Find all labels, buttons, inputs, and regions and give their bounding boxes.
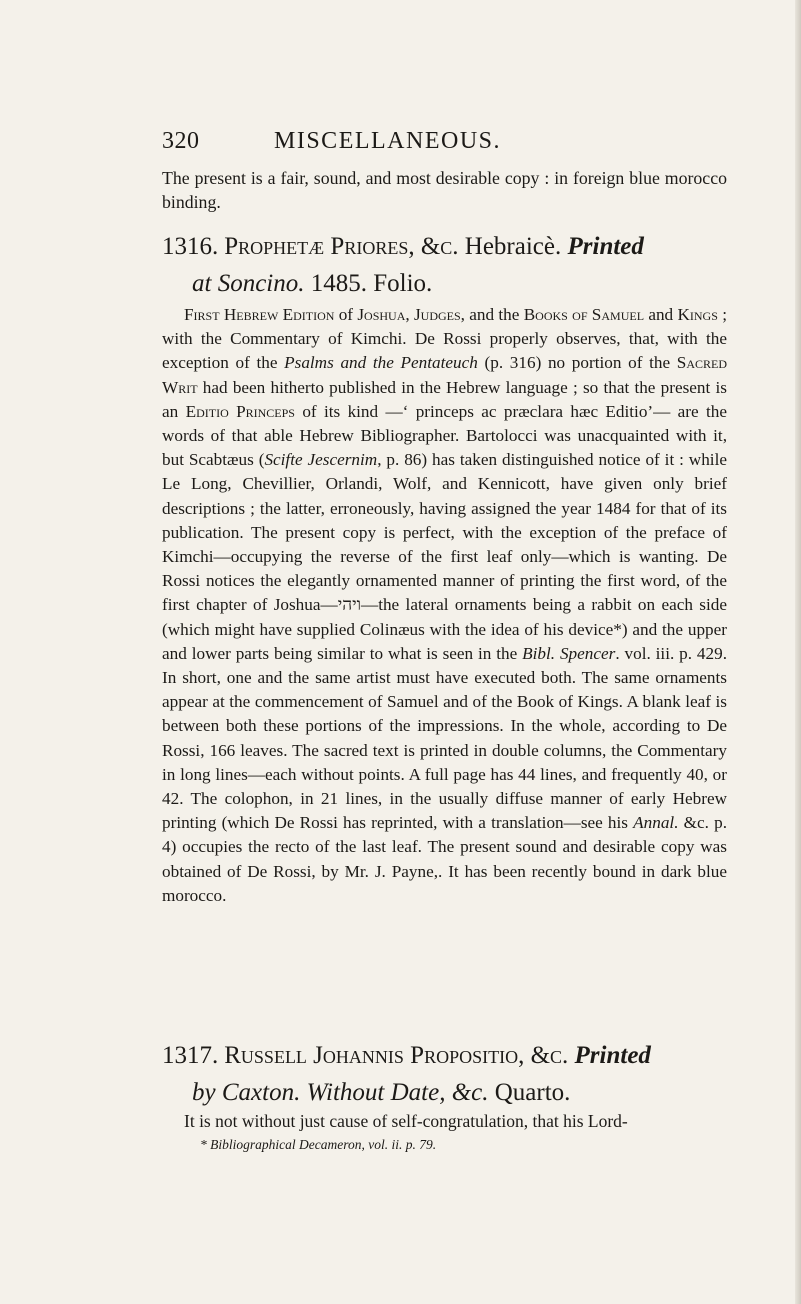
entry-printer: by Caxton. bbox=[192, 1079, 301, 1106]
lot-number: 1317. bbox=[162, 1042, 219, 1069]
footnote: * Bibliographical Decameron, vol. ii. p. 79. bbox=[200, 1137, 437, 1152]
entry-1316-description bbox=[162, 303, 727, 908]
text-run: (p. 316) no portion of the bbox=[477, 353, 677, 373]
text-run: &c. p. 4) occupies the recto of the last leaf. The present sound and desirable copy was obtained of De Rossi, by Mr. J. Payne,. It has been recently bound in dark blue morocco. bbox=[162, 813, 727, 905]
editio-princeps: Editio Princeps bbox=[185, 401, 295, 421]
running-head: MISCELLANEOUS. bbox=[274, 128, 502, 154]
text-run: It is not without just cause of self-congratulation, that his Lord- bbox=[184, 1111, 628, 1131]
entry-1317-heading bbox=[162, 1037, 742, 1111]
lot-number: 1316. bbox=[162, 233, 219, 260]
text-run: had been hitherto published in the Hebrew language ; so that the present is an bbox=[162, 377, 727, 421]
bibl-spencer: Bibl. Spencer bbox=[522, 643, 616, 663]
entry-place: at Soncino. bbox=[192, 270, 305, 297]
entry-date: 1485. bbox=[310, 270, 367, 297]
annal: Annal. bbox=[633, 813, 679, 833]
books-kings: Kings bbox=[677, 305, 718, 324]
text-run: of its kind —‘ princeps ac præclara hæc Editio’— are the words of that able Hebrew Bibliographer. Bartolocci was unacquainted with it, but Scabtæus ( bbox=[162, 401, 728, 470]
entry-format: Folio. bbox=[373, 270, 433, 297]
entry-format: Quarto. bbox=[494, 1079, 571, 1106]
entry-printed: Printed bbox=[567, 233, 644, 260]
books-joshua-judges: Joshua, Judges bbox=[357, 305, 461, 324]
entry-subject: Hebraicè. bbox=[464, 233, 562, 260]
page-number: 320 bbox=[162, 128, 200, 154]
scifte-jescernim: Scifte Jescernim bbox=[264, 450, 378, 470]
entry-date: Without Date, &c. bbox=[306, 1079, 489, 1106]
text-run: and bbox=[644, 305, 678, 324]
sacred-writ: Sacred Writ bbox=[162, 353, 727, 397]
entry-1317-description bbox=[162, 1109, 727, 1133]
entry-author: Prophetæ Priores, &c. bbox=[224, 233, 459, 260]
psalms-pentateuch: Psalms and the Pentateuch bbox=[284, 353, 478, 373]
text-run: . vol. iii. p. 429. In short, one and the same artist must have executed both. The same ornaments appear at the commencement of Samuel and of the Book of Kings. A blank leaf is between both these portions of the impressions. In the whole, according to De Rossi, 166 leaves. The sacred text is printed in double columns, the Commentary in long lines—each without points. A full page has 44 lines, and frequently 40, or 42. The colophon, in 21 lines, in the usually diffuse manner of early Hebrew printing (which De Rossi has reprinted, with a translation—see his bbox=[162, 643, 728, 833]
entry-author: Russell Johannis Propositio, &c. bbox=[224, 1042, 569, 1069]
text-run: , p. 86) has taken distinguished notice of it : while Le Long, Chevillier, Orlandi, Wolf, and Kennicott, have given only brief descriptions ; the latter, erroneously, having assigned the year 1484 for that of its publication. The present copy is perfect, with the exception of the preface of Kimchi—occupying the reverse of the first leaf only—which is wanting. De Rossi notices the elegantly ornamented manner of printing the first word, of the first chapter of Joshua—ויהי—the lateral ornaments being a rabbit on each side (which might have supplied Colinæus with the idea of his device*) and the upper and lower parts being similar to what is seen in the bbox=[162, 450, 727, 663]
intro-paragraph: The present is a fair, sound, and most desirable copy : in foreign blue morocco binding. bbox=[162, 168, 727, 213]
entry-1316-heading bbox=[162, 228, 742, 302]
entry-printed: Printed bbox=[574, 1042, 651, 1069]
text-run: ; with the Commentary of Kimchi. De Rossi properly observes, that, with the exception of the bbox=[162, 305, 727, 373]
first-edition: First Hebrew Edition bbox=[184, 305, 335, 324]
page-edge bbox=[795, 0, 801, 1304]
text-run: of bbox=[334, 305, 358, 324]
books-samuel: Books of Samuel bbox=[523, 305, 645, 324]
text-run: , and the bbox=[460, 305, 524, 324]
page-header bbox=[162, 128, 722, 162]
